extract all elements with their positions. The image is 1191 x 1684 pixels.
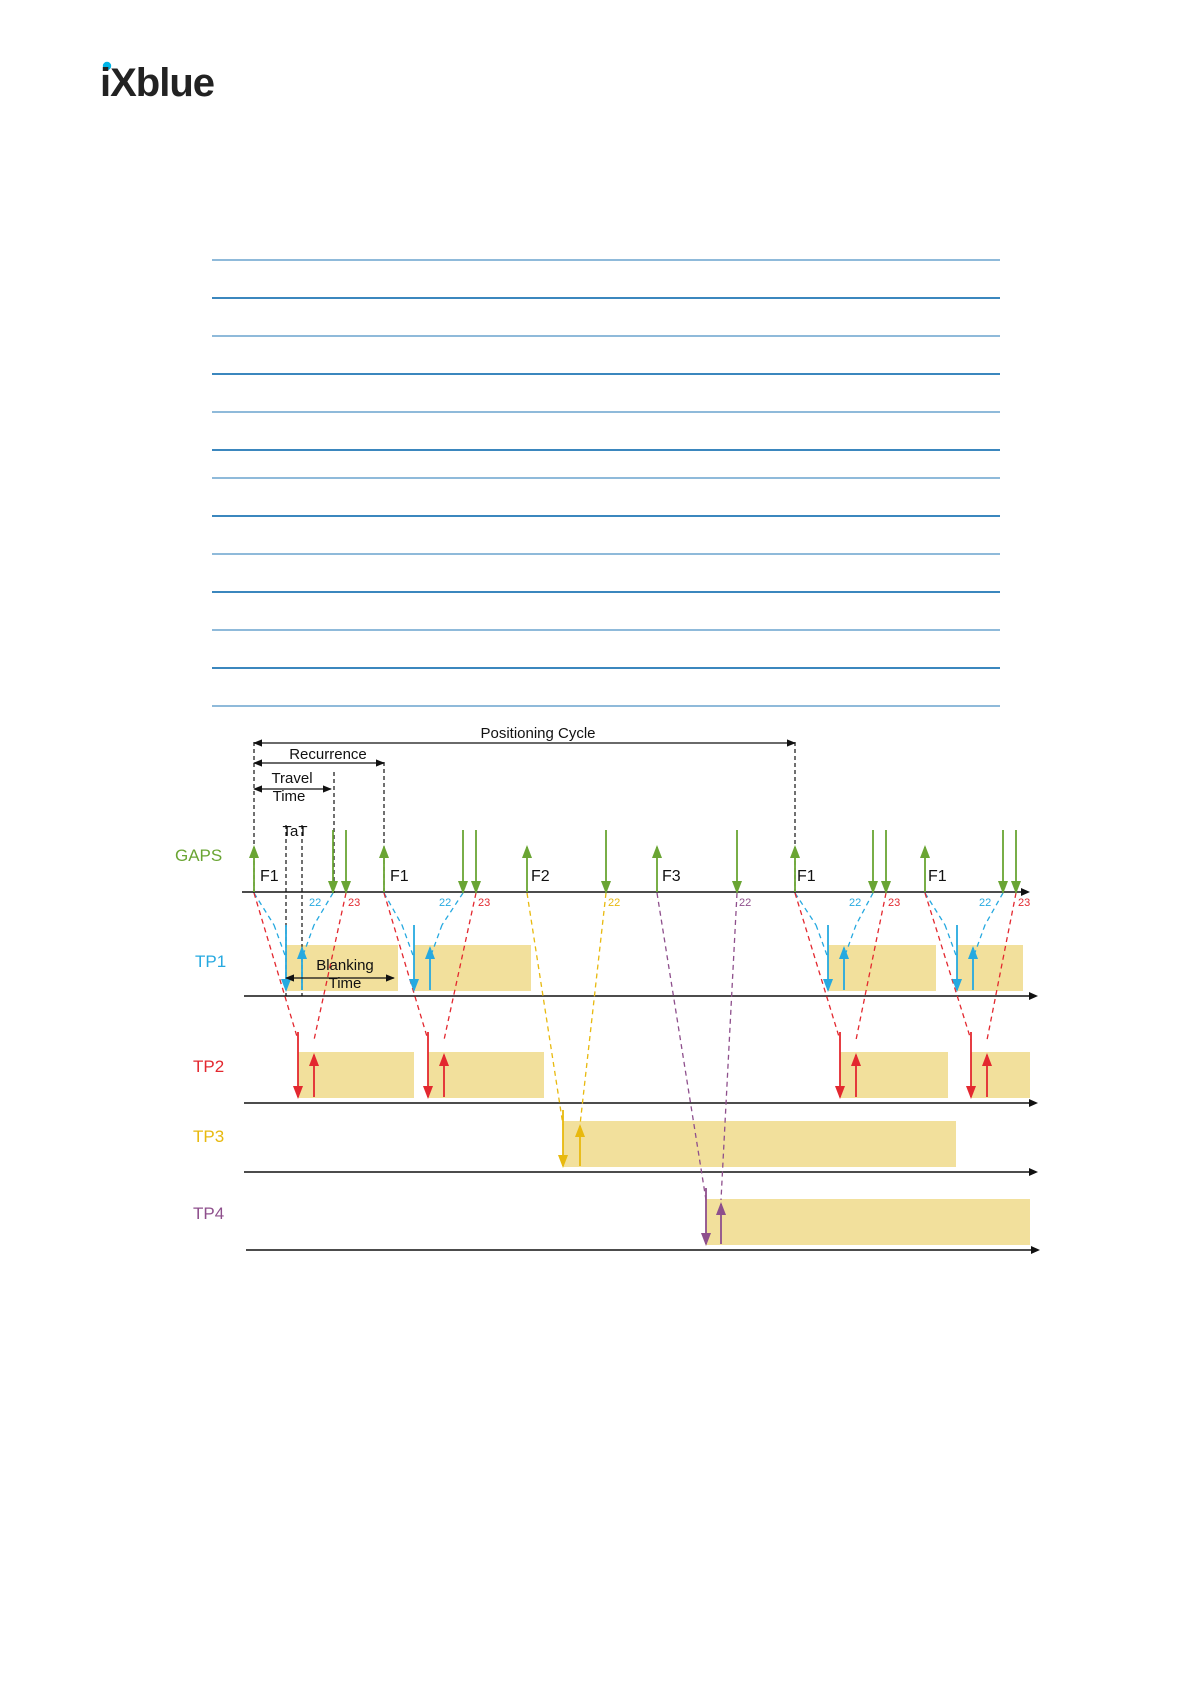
blanking-block — [971, 1052, 1030, 1098]
signal-dashed-path — [580, 893, 606, 1125]
reply-code-label: 22 — [608, 897, 621, 909]
frame-label: F1 — [390, 868, 409, 885]
signal-dashed-path — [254, 893, 274, 925]
blanking-blocks — [286, 945, 1030, 1245]
axis-arrowhead — [1031, 1246, 1040, 1254]
frame-label: F1 — [797, 868, 816, 885]
reply-code-label: 23 — [478, 897, 491, 909]
reply-code-label: 22 — [849, 897, 862, 909]
signal-dashed-path — [795, 893, 816, 925]
reply-code-label: 22 — [979, 897, 992, 909]
reply-code-label: 23 — [888, 897, 901, 909]
signal-dashed-path — [816, 925, 828, 958]
signal-dashed-path — [384, 893, 402, 925]
up-arrowhead — [379, 845, 389, 858]
row-label-tp3: TP3 — [193, 1127, 225, 1146]
signal-dashed-path — [402, 925, 414, 958]
up-arrowhead — [249, 845, 259, 858]
up-arrowhead — [522, 845, 532, 858]
up-arrowhead — [790, 845, 800, 858]
signal-dashed-path — [274, 925, 286, 958]
frame-label: F1 — [260, 868, 279, 885]
recurrence-label: Recurrence — [289, 746, 367, 763]
reply-code-label: 23 — [1018, 897, 1031, 909]
row-label-tp1: TP1 — [195, 952, 227, 971]
reply-code-label: 22 — [309, 897, 322, 909]
reply-code-label: 22 — [739, 897, 752, 909]
row-label-tp4: TP4 — [193, 1204, 225, 1223]
travel-time-label-1: Travel — [271, 770, 313, 787]
axis-arrowhead — [1029, 1099, 1038, 1107]
frame-label: F1 — [928, 868, 947, 885]
logo-text: iXblue — [100, 61, 215, 102]
row-label-tp2: TP2 — [193, 1057, 225, 1076]
signal-dashed-path — [945, 925, 957, 958]
axis-arrowhead — [1021, 888, 1030, 896]
travel-time-label-2: Time — [272, 788, 306, 805]
row-labels — [175, 846, 226, 1223]
frame-label: F2 — [531, 868, 550, 885]
positioning-cycle-label: Positioning Cycle — [480, 725, 596, 742]
reply-code-label: 22 — [439, 897, 452, 909]
blanking-block — [563, 1121, 956, 1167]
blanking-block — [706, 1199, 1030, 1245]
up-arrowhead — [920, 845, 930, 858]
reply-code-label: 23 — [348, 897, 361, 909]
tat-label: TaT — [282, 823, 308, 840]
signal-dashed-path — [925, 893, 945, 925]
row-label-gaps: GAPS — [175, 846, 223, 865]
blanking-time-label-2: Time — [328, 975, 362, 992]
blanking-block — [957, 945, 1023, 991]
axis-arrowhead — [1029, 1168, 1038, 1176]
reply-code-labels — [309, 897, 1030, 909]
axis-arrowhead — [1029, 992, 1038, 1000]
up-arrowhead — [652, 845, 662, 858]
frame-label: F3 — [662, 868, 681, 885]
blanking-time-label-1: Blanking — [316, 957, 374, 974]
